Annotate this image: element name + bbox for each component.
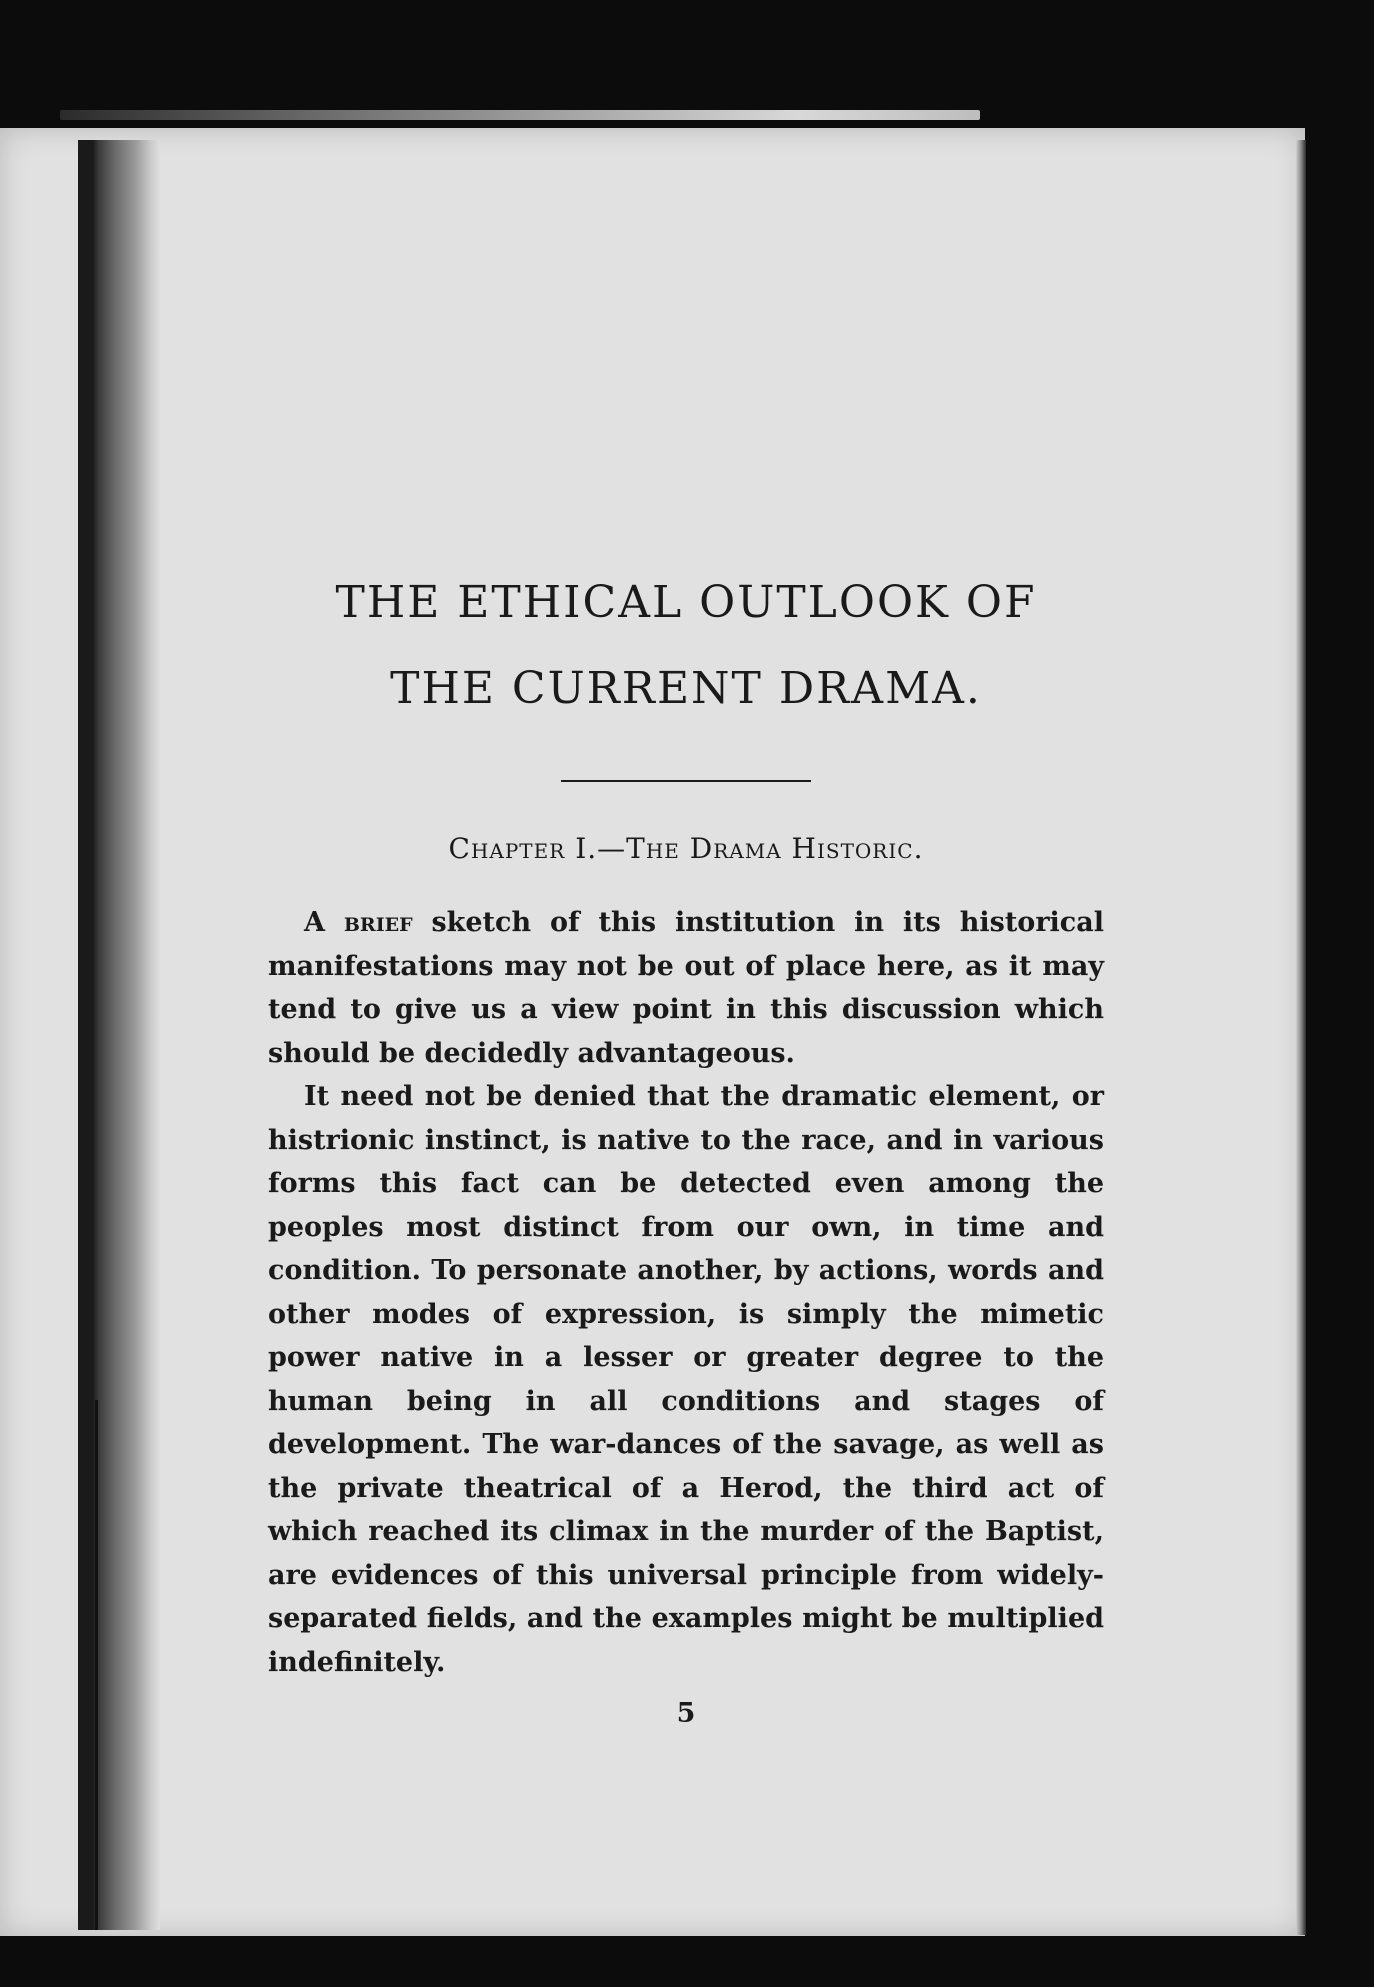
title-line-1: THE ETHICAL OUTLOOK OF	[335, 577, 1037, 628]
gutter-line	[95, 1400, 98, 1930]
paragraph-1-text: sketch of this institution in its historical manifestations may not be out of place here, as it may tend to give us a view point in this discussion which should be decidedly advantageous.	[268, 907, 1104, 1069]
book-spine-shadow	[78, 140, 160, 1930]
paragraph-1	[268, 901, 1104, 1075]
paragraph-1-lead: A brief	[304, 907, 413, 938]
title-rule-divider	[561, 780, 811, 782]
title-line-2: THE CURRENT DRAMA.	[390, 663, 982, 714]
page-content	[268, 560, 1104, 1729]
page-number: 5	[676, 1698, 696, 1729]
paragraph-2: It need not be denied that the dramatic element, or histrionic instinct, is native to the race, and in various forms this fact can be detected even among the peoples most distinct from our own, in time and condition. To personate another, by actions, words and other modes of expression, is simply the mimetic power native in a lesser or greater degree to the human being in all conditions and stages of development. The war-dances of the savage, as well as the private theatrical of a Herod, the third act of which reached its climax in the murder of the Baptist, are evidences of this universal principle from widely-separated fields, and the examples might be multiplied indefinitely.	[268, 1081, 1104, 1678]
next-page-edge	[60, 110, 980, 120]
book-title	[268, 560, 1104, 732]
page-right-edge	[1296, 140, 1306, 1935]
chapter-heading: Chapter I.—The Drama Historic.	[448, 832, 924, 865]
